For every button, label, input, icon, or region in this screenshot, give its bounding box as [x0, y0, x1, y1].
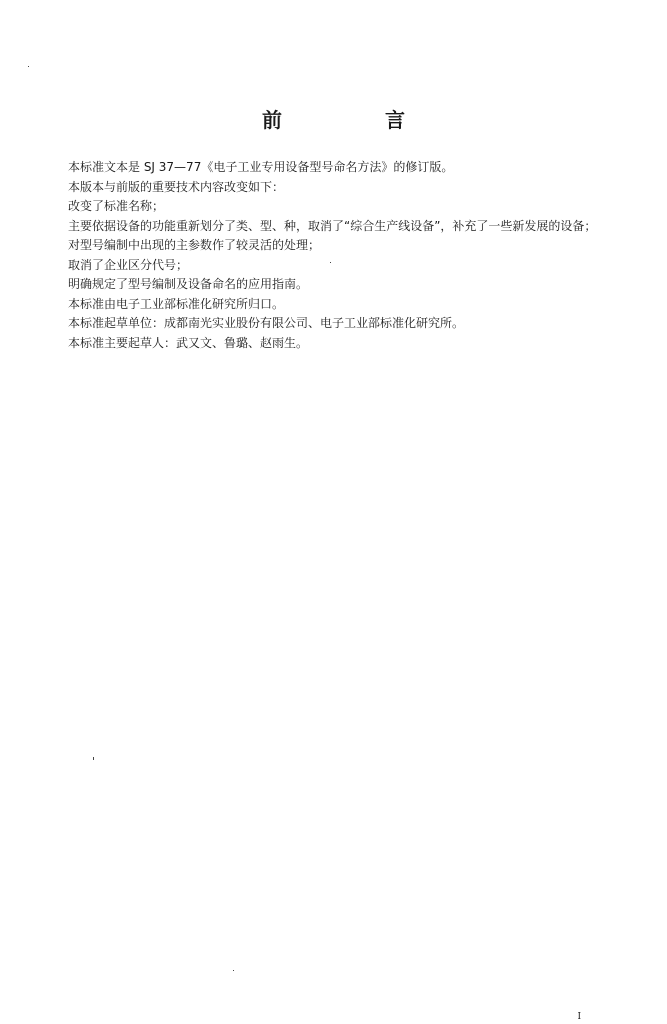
foreword-body [44, 158, 648, 353]
paragraph-change-parameters: 对型号编制中出现的主参数作了较灵活的处理； [68, 238, 321, 252]
scan-speck [28, 66, 29, 67]
paragraph-change-guide: 明确规定了型号编制及设备命名的应用指南。 [68, 277, 309, 291]
paragraph-change-classification: 主要依据设备的功能重新划分了类、型、种，取消了“综合生产线设备”，补充了一些新发展的设备； [68, 218, 597, 233]
paragraph-change-company-code: 取消了企业区分代号； [68, 257, 189, 272]
paragraph-drafters: 本标准主要起草人：武又文、鲁璐、赵雨生。 [68, 335, 309, 350]
scan-speck [330, 262, 331, 263]
paragraph-changes-intro: 本版本与前版的重要技术内容改变如下： [68, 179, 285, 194]
scan-speck [233, 970, 234, 971]
paragraph-change-name: 改变了标准名称； [68, 199, 165, 213]
paragraph-drafting-units: 本标准起草单位：成都南光实业股份有限公司、电子工业部标准化研究所。 [68, 316, 465, 330]
scan-speck [93, 757, 94, 760]
page-number: I [577, 1012, 581, 1022]
paragraph-administered-by: 本标准由电子工业部标准化研究所归口。 [68, 296, 285, 311]
page-title: 前 言 [262, 108, 453, 132]
paragraph-revision-note: 本标准文本是 SJ 37—77《电子工业专用设备型号命名方法》的修订版。 [68, 160, 454, 174]
